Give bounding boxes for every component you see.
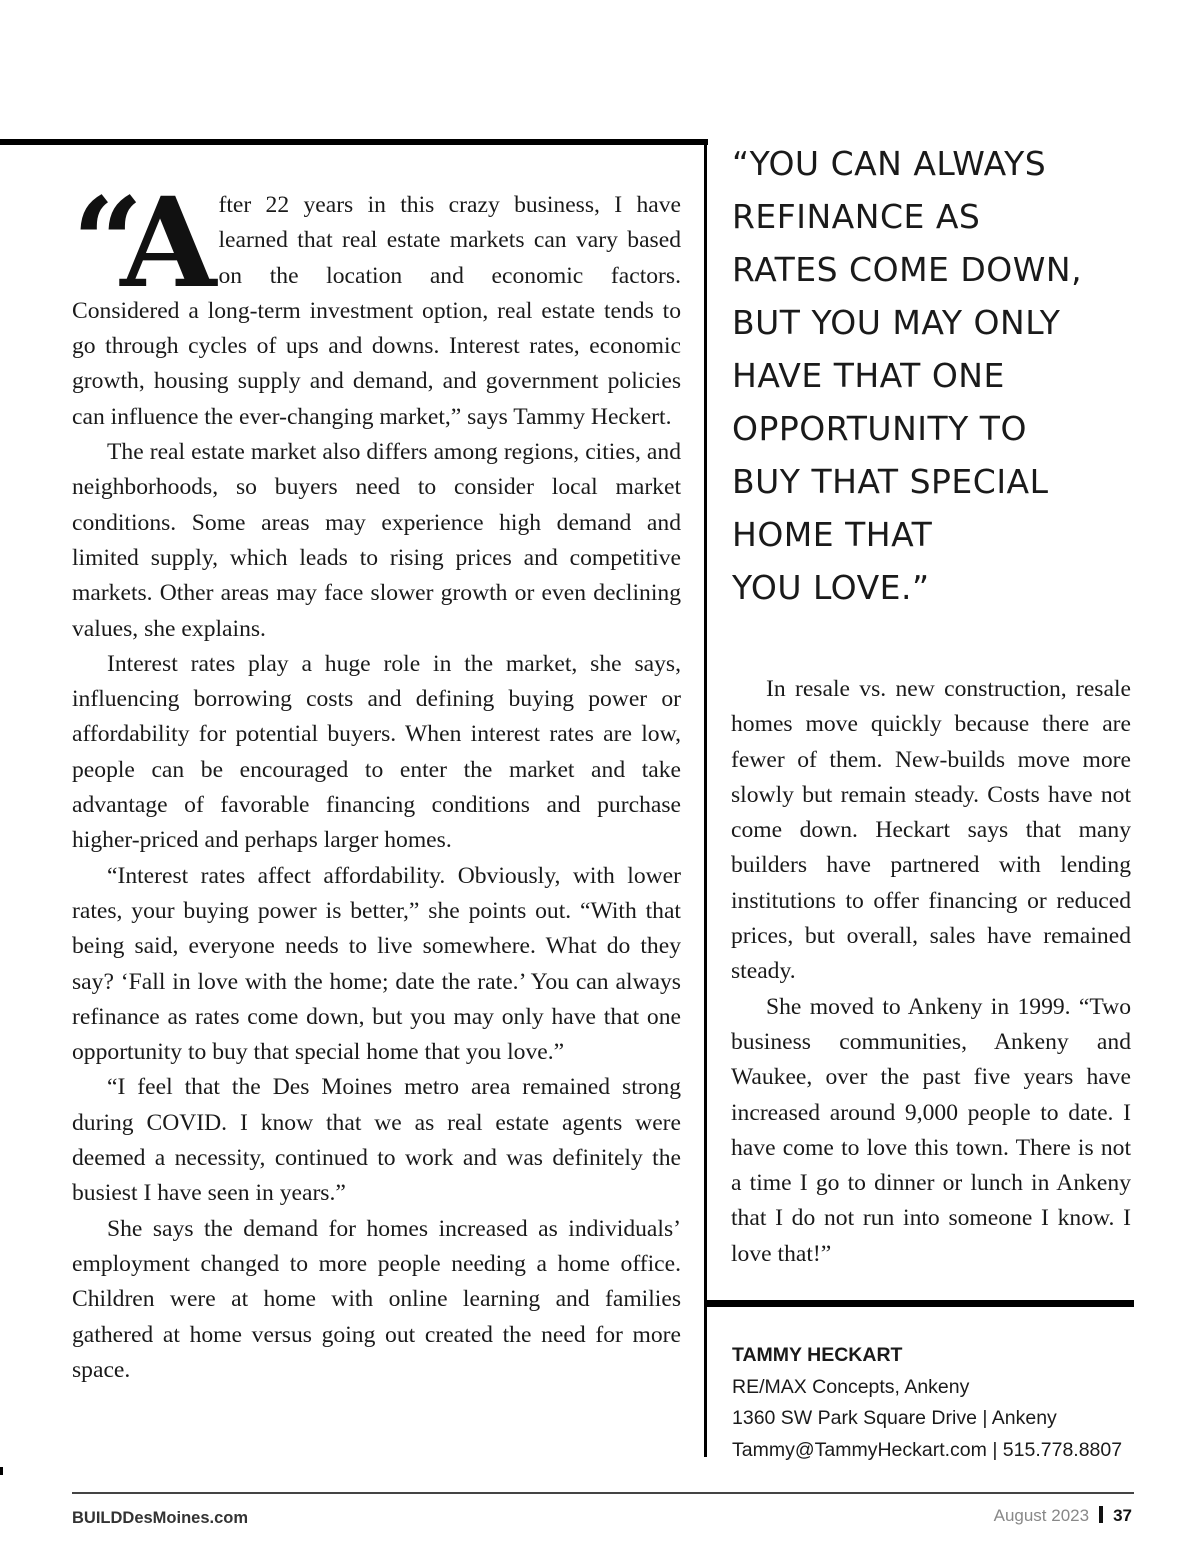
column-divider [704,139,707,1457]
contact-block [732,1340,1132,1466]
edge-mark [0,1467,3,1475]
footer-separator [1099,1506,1103,1523]
contact-rule [707,1300,1134,1307]
article-paragraph-6: She says the demand for homes increased as individuals’ employment changed to more people needing a home office. Children were at home with online learning and families gathered at home versus going out created the need for more space. [72,1215,681,1383]
pull-quote-line: REFINANCE AS [732,197,981,236]
article-right-paragraph-1: In resale vs. new construction, resale homes move quickly because there are fewer of them. New-builds move more slowly but remain steady. Costs have not come down. Heckart says that many builders have partnered with lending institutions to offer financing or reduced prices, but overall, sales have remained steady. [731,676,1131,985]
footer-rule [72,1492,1134,1494]
article-left-column [72,171,681,1388]
pull-quote-line: RATES COME DOWN, [732,250,1083,289]
contact-address: 1360 SW Park Square Drive | Ankeny [732,1407,1057,1429]
article-right-paragraph-2: She moved to Ankeny in 1999. “Two business communities, Ankeny and Waukee, over the past five years have increased around 9,000 people to date. I have come to love this town. There is not a time I go to dinner or lunch in Ankeny that I do not run into someone I know. I love that!” [731,993,1131,1267]
pull-quote-line: OPPORTUNITY TO [732,409,1027,448]
article-paragraph-2: The real estate market also differs among regions, cities, and neighborhoods, so buyers need to consider local market conditions. Some areas may experience high demand and limited supply, which leads to rising prices and competitive markets. Other areas may face slower growth or even declining values, she explains. [72,439,681,642]
pull-quote-line: BUT YOU MAY ONLY [732,303,1061,342]
drop-cap: “A [72,171,211,316]
article-paragraph-5: “I feel that the Des Moines metro area remained strong during COVID. I know that we as real estate agents were deemed a necessity, continued to work and was definitely the busiest I have seen in years.” [72,1074,681,1207]
article-right-column [731,672,1131,1272]
paragraph-text: fter 22 years in this crazy business, I have learned that real estate markets can vary based on the location and economic factors. Considered a long-term investment option, real estate tends to go through cycles of ups and downs. Interest rates, economic growth, housing supply and demand, and government policies can influence the ever-changing market,” says Tammy Heckert. [72,192,681,430]
pull-quote [732,137,1142,614]
footer-date: August 2023 [993,1506,1090,1525]
pull-quote-line: YOU LOVE.” [732,568,930,607]
pull-quote-line: BUY THAT SPECIAL [732,462,1049,501]
footer-site: BUILDDesMoines.com [72,1509,249,1527]
footer-page-info [994,1506,1132,1526]
page-number: 37 [1113,1506,1132,1525]
pull-quote-line: HOME THAT [732,515,933,554]
contact-name: TAMMY HECKART [732,1344,903,1366]
article-paragraph-4: “Interest rates affect affordability. Obviously, with lower rates, your buying power is better,” she points out. “With that being said, everyone needs to live somewhere. What do they say? ‘Fall in love with the home; date the rate.’ You can always refinance as rates come down, but you may only have that one opportunity to buy that special home that you love.” [72,862,681,1066]
article-paragraph-3: Interest rates play a huge role in the market, she says, influencing borrowing costs and defining buying power or affordability for potential buyers. When interest rates are low, people can be encouraged to enter the market and take advantage of favorable financing conditions and purchase higher-priced and perhaps larger homes. [72,650,681,854]
top-rule [0,139,708,145]
contact-company: RE/MAX Concepts, Ankeny [732,1375,970,1398]
contact-email-phone: Tammy@TammyHeckart.com | 515.778.8807 [732,1438,1123,1461]
article-paragraph-1 [72,171,681,435]
pull-quote-line: HAVE THAT ONE [732,356,1005,395]
pull-quote-line: “YOU CAN ALWAYS [732,144,1047,183]
